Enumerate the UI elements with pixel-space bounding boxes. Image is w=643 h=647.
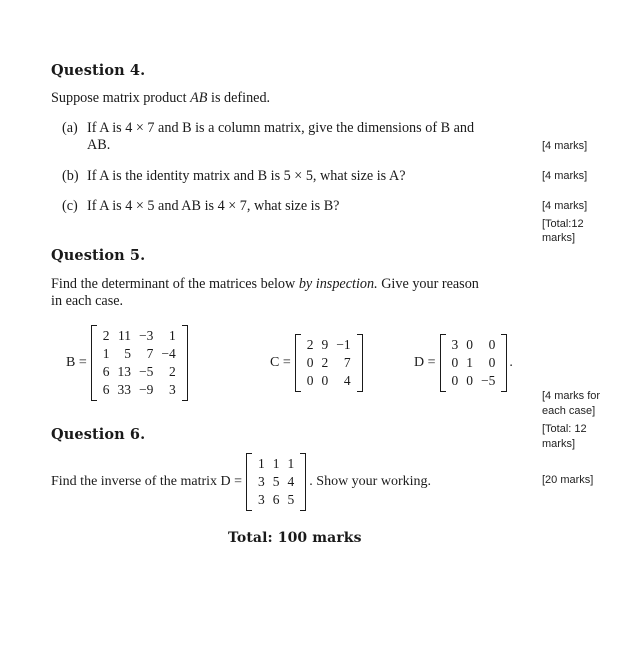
matrix-b — [91, 325, 188, 401]
q5-marks-line1: [4 marks for — [542, 390, 601, 402]
q6-equation — [51, 453, 431, 511]
matrix-c-label: C = — [270, 355, 291, 370]
matrix-cell: 2 — [168, 364, 176, 379]
matrix-cell: 1 — [258, 456, 265, 471]
matrix-cell: 0 — [466, 337, 474, 352]
q4a-line2: AB. — [87, 137, 111, 153]
matrix-cell: −9 — [138, 382, 154, 397]
matrix-cell: 2 — [306, 337, 314, 352]
matrix-cell: 0 — [306, 355, 314, 370]
matrix-cell: −5 — [481, 373, 496, 388]
matrix-cell: 5 — [272, 474, 280, 489]
matrix-d-label: D = — [414, 355, 436, 370]
matrix-c — [295, 334, 363, 392]
q4c-label: (c) — [62, 198, 78, 214]
matrix-cell: 3 — [451, 337, 459, 352]
q4c-marks: [4 marks] — [542, 200, 588, 212]
q5-total-line1: [Total: 12 — [542, 423, 587, 435]
q6-marks: [20 marks] — [542, 474, 594, 486]
matrix-cell: −3 — [138, 328, 154, 343]
matrix-cell: 2 — [102, 328, 110, 343]
matrix-cell: 5 — [287, 492, 295, 507]
matrix-cell: 1 — [272, 456, 280, 471]
matrix-cell: 6 — [272, 492, 280, 507]
q4-intro-var: AB — [190, 90, 208, 106]
matrix-b-label: B = — [66, 355, 87, 370]
q6-matrix-table — [254, 455, 298, 509]
matrix-cell: 5 — [124, 346, 131, 361]
matrix-cell: 0 — [488, 337, 496, 352]
matrix-cell: 1 — [287, 456, 295, 471]
matrix-cell: 1 — [168, 328, 176, 343]
matrix-cell: 0 — [321, 373, 329, 388]
matrix-cell: 1 — [466, 355, 474, 370]
q6-pre: Find the inverse of the matrix D = — [51, 474, 243, 489]
q4b-text: If A is the identity matrix and B is 5 × 5, what size is A? — [87, 168, 406, 184]
q4-intro-pre: Suppose matrix product — [51, 90, 191, 106]
matrix-cell: 33 — [117, 382, 131, 397]
matrix-cell: −1 — [336, 337, 351, 352]
q4c-text: If A is 4 × 5 and AB is 4 × 7, what size is B? — [87, 198, 340, 214]
matrix-cell: 3 — [258, 492, 265, 507]
q4a-marks: [4 marks] — [542, 140, 588, 152]
matrix-cell: 0 — [451, 373, 459, 388]
matrix-cell: 7 — [343, 355, 351, 370]
q5-marks-line2: each case] — [542, 405, 596, 417]
q5-line2: in each case. — [51, 293, 124, 309]
q6-matrix — [246, 453, 306, 511]
matrix-cell: 0 — [488, 355, 496, 370]
matrix-cell: −4 — [161, 346, 176, 361]
q5-total-line2: marks] — [542, 438, 575, 450]
matrix-cell: 9 — [321, 337, 329, 352]
matrix-cell: 13 — [117, 364, 131, 379]
q5-line1-ital: by inspection. — [298, 276, 378, 292]
matrix-cell: 0 — [451, 355, 459, 370]
q5-title: Question 5. — [51, 247, 146, 264]
matrix-b-table — [99, 327, 180, 399]
total-marks: Total: 100 marks — [228, 530, 362, 546]
matrix-cell: 3 — [168, 382, 176, 397]
matrix-d — [440, 334, 508, 392]
q6-post: . Show your working. — [309, 474, 432, 489]
q5-line1-post: Give your reason — [377, 276, 479, 292]
matrix-d-table — [448, 336, 500, 390]
q4-intro — [51, 89, 270, 107]
q6-title: Question 6. — [51, 426, 146, 443]
matrix-c-table — [303, 336, 355, 390]
q4-intro-post: is defined. — [207, 90, 271, 106]
q5-line1 — [51, 275, 479, 293]
q4-title: Question 4. — [51, 62, 146, 79]
q5-line1-pre: Find the determinant of the matrices below — [51, 276, 299, 292]
q4b-label: (b) — [62, 168, 79, 184]
matrix-d-equation — [414, 334, 513, 392]
matrix-cell: 11 — [117, 328, 131, 343]
matrix-cell: 7 — [146, 346, 154, 361]
matrix-b-equation — [66, 325, 188, 401]
matrix-cell: 0 — [466, 373, 474, 388]
matrix-cell: 1 — [102, 346, 110, 361]
q4a-label: (a) — [62, 120, 78, 136]
q4b-marks: [4 marks] — [542, 170, 588, 182]
matrix-d-period: . — [509, 355, 513, 370]
matrix-cell: −5 — [138, 364, 154, 379]
matrix-cell: 4 — [287, 474, 295, 489]
matrix-cell: 3 — [258, 474, 265, 489]
matrix-cell: 6 — [102, 364, 110, 379]
q4-total-line2: marks] — [542, 232, 575, 244]
matrix-cell: 6 — [102, 382, 110, 397]
matrix-c-equation — [270, 334, 363, 392]
q4-total-line1: [Total:12 — [542, 218, 584, 230]
matrix-cell: 4 — [343, 373, 351, 388]
matrix-cell: 2 — [321, 355, 329, 370]
matrix-cell: 0 — [306, 373, 314, 388]
q4a-line1: If A is 4 × 7 and B is a column matrix, give the dimensions of B and — [87, 120, 475, 136]
